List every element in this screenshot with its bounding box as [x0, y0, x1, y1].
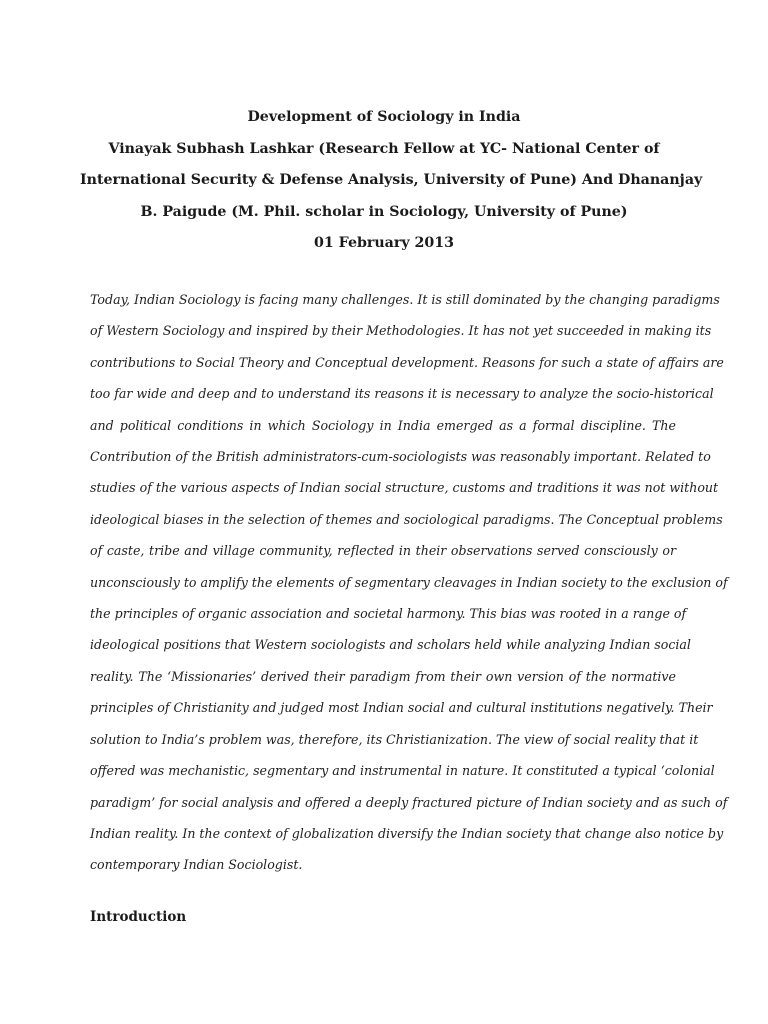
abstract-line: contributions to Social Theory and Conceptual development. Reasons for such a state of affairs are — [90, 354, 724, 370]
abstract-line: principles of Christianity and judged most Indian social and cultural institutions negatively. Their — [90, 700, 713, 716]
abstract-line: the principles of organic association and societal harmony. This bias was rooted in a range of — [90, 606, 687, 622]
abstract-line: offered was mechanistic, segmentary and instrumental in nature. It constituted a typical ‘colonial — [90, 763, 715, 779]
author-line-3: B. Paigude (M. Phil. scholar in Sociology, University of Pune) — [140, 203, 628, 220]
abstract-line: solution to India’s problem was, therefore, its Christianization. The view of social reality that it — [90, 731, 699, 747]
abstract-line: unconsciously to amplify the elements of segmentary cleavages in Indian society to the exclusion of — [90, 574, 728, 590]
abstract-line: paradigm’ for social analysis and offered a deeply fractured picture of Indian society and as such of — [90, 794, 728, 810]
abstract-line: reality. The ‘Missionaries’ derived their paradigm from their own version of the normative — [90, 668, 676, 684]
abstract-line: studies of the various aspects of Indian social structure, customs and traditions it was not without — [90, 480, 719, 496]
abstract-line: contemporary Indian Sociologist. — [90, 857, 303, 873]
paper-title: Development of Sociology in India — [247, 109, 521, 125]
abstract-line: too far wide and deep and to understand its reasons it is necessary to analyze the socio-historical — [90, 386, 714, 402]
abstract-line: Indian reality. In the context of globalization diversify the Indian society that change also notice by — [90, 825, 724, 841]
abstract-line: of Western Sociology and inspired by their Methodologies. It has not yet succeeded in making its — [90, 323, 712, 339]
paper-header — [80, 102, 703, 260]
abstract-line: Today, Indian Sociology is facing many challenges. It is still dominated by the changing paradigms — [90, 292, 720, 307]
author-line-1: Vinayak Subhash Lashkar (Research Fellow at YC- National Center of — [108, 140, 660, 157]
paper-date: 01 February 2013 — [313, 235, 455, 252]
abstract-line: and political conditions in which Sociology in India emerged as a formal discipline. The — [90, 417, 676, 433]
section-heading-introduction: Introduction — [90, 909, 187, 925]
abstract-line: ideological positions that Western sociologists and scholars held while analyzing Indian social — [90, 637, 691, 653]
author-line-2: International Security & Defense Analysis, University of Pune) And Dhananjay — [80, 172, 703, 189]
abstract-line: ideological biases in the selection of themes and sociological paradigms. The Conceptual problems — [90, 511, 723, 527]
abstract-line: Contribution of the British administrators-cum-sociologists was reasonably important. Related to — [90, 449, 711, 465]
abstract-line: of caste, tribe and village community, reflected in their observations served consciously or — [90, 543, 676, 559]
abstract-paragraph — [90, 284, 728, 881]
